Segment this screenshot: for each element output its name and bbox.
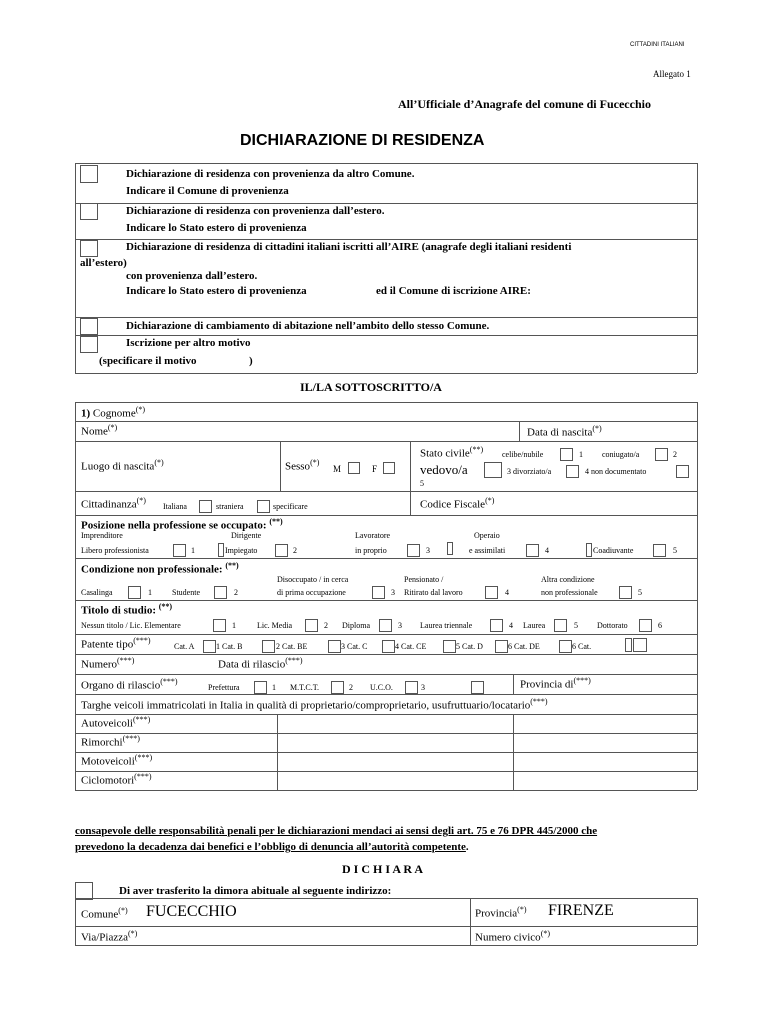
studente-num: 2 [234,588,238,597]
coniugato-label: coniugato/a [602,450,640,459]
ciclomotori-label: Ciclomotori(***) [81,772,152,787]
option-estero: Dichiarazione di residenza con provenienza dall’estero. [126,205,385,217]
option-estero-hint: Indicare lo Stato estero di provenienza [126,222,307,234]
cat-other-label: 6 Cat. [572,642,592,651]
non-documentato-num: 5 [420,479,424,488]
dottorato-checkbox[interactable] [639,619,652,632]
vedovo-label: vedovo/a [420,462,468,477]
autoveicoli-label: Autoveicoli(***) [81,715,151,730]
sesso-m: M [333,464,342,474]
straniera-checkbox[interactable] [257,500,270,513]
patente-label: Patente tipo(***) [81,636,151,651]
cat-a-label: Cat. A [174,642,195,651]
organo-rilascio-label: Organo di rilascio(***) [81,677,178,692]
assimilati-checkbox[interactable] [447,542,453,555]
non-documentato-checkbox[interactable] [676,465,689,478]
option-aire-hint: Indicare lo Stato estero di provenienza [126,285,307,297]
via-label: Via/Piazza(*) [81,929,138,944]
dottorato-num: 6 [658,621,662,630]
celibe-label: celibe/nubile [502,450,544,459]
cat-be-label: 2 Cat. BE [276,642,308,651]
assimilati-num: 4 [545,546,549,555]
pensionato-num: 4 [505,588,509,597]
option-altro-motivo-close: ) [249,355,253,367]
sesso-f-checkbox[interactable] [383,462,395,474]
cat-a-checkbox[interactable] [203,640,216,653]
celibe-num: 1 [579,450,583,459]
consapevole-line1: consapevole delle responsabilità penali per le dichiarazioni mendaci ai sensi degli art. 75 e 76 DPR 445/2000 che [75,825,598,837]
non-prof-title: Condizione non professionale: (**) [81,561,239,576]
provincia-rilascio-label: Provincia di(***) [520,676,591,691]
cognome-label: 1) Cognome(*) [81,405,146,420]
coadiuvante-num: 5 [673,546,677,555]
option-aire-hint2: ed il Comune di iscrizione AIRE: [376,285,531,297]
motoveicoli-label: Motoveicoli(***) [81,753,153,768]
in-proprio-label: in proprio [355,546,387,555]
casalinga-checkbox[interactable] [128,586,141,599]
cat-d-checkbox[interactable] [495,640,508,653]
option-estero-checkbox[interactable] [80,203,98,220]
rimorchi-label: Rimorchi(***) [81,734,140,749]
impiegato-checkbox-2[interactable] [275,544,288,557]
impiegato-checkbox[interactable] [218,543,224,557]
cat-de-checkbox[interactable] [559,640,572,653]
diploma-label: Diploma [342,621,370,630]
sottoscritto-heading: IL/LA SOTTOSCRITTO/A [300,380,442,394]
studente-label: Studente [172,588,200,597]
laurea-triennale-label: Laurea triennale [420,621,473,630]
laurea-label: Laurea [523,621,546,630]
stato-civile-label: Stato civile(**) [420,445,484,460]
uco-label: U.C.O. [370,683,393,692]
altra-checkbox[interactable] [619,586,632,599]
cat-de-label: 6 Cat. DE [508,642,540,651]
vedovo-checkbox[interactable] [484,462,502,478]
non-documentato-label: 4 non documentato [585,467,647,476]
cat-be-checkbox[interactable] [328,640,341,653]
assimilati-checkbox-2[interactable] [526,544,539,557]
in-proprio-num: 3 [426,546,430,555]
sesso-label: Sesso(*) [285,458,320,473]
lic-media-checkbox[interactable] [305,619,318,632]
allegato-label: Allegato 1 [653,69,691,79]
option-cambio-abitazione: Dichiarazione di cambiamento di abitazione nell’ambito dello stesso Comune. [126,320,490,332]
cat-b-checkbox[interactable] [262,640,275,653]
codice-fiscale-label: Codice Fiscale(*) [420,496,495,511]
option-cambio-abitazione-checkbox[interactable] [80,318,98,335]
data-rilascio-label: Data di rilascio(***) [218,656,303,671]
italiana-checkbox[interactable] [199,500,212,513]
trasferito-label: Di aver trasferito la dimora abituale al seguente indirizzo: [119,885,392,897]
divorziato-label: 3 divorziato/a [507,467,552,476]
laurea-triennale-checkbox[interactable] [490,619,503,632]
disoccupato-label: Disoccupato / in cerca [277,575,349,584]
data-nascita-label: Data di nascita(*) [527,424,602,439]
option-altro-comune-checkbox[interactable] [80,165,98,183]
in-proprio-checkbox[interactable] [407,544,420,557]
page-title: DICHIARAZIONE DI RESIDENZA [240,132,485,149]
prefettura-checkbox[interactable] [254,681,267,694]
provincia-value: FIRENZE [548,902,614,919]
provincia-label: Provincia(*) [475,905,527,920]
organo-other-checkbox[interactable] [471,681,484,694]
option-aire-cont: all’estero) [80,257,127,269]
diploma-num: 3 [398,621,402,630]
pensionato-label: Pensionato / [404,575,444,584]
option-altro-motivo-hint: (specificare il motivo [99,355,197,367]
libero-num: 1 [191,546,195,555]
studio-title: Titolo di studio: (**) [81,602,173,617]
impiegato-num: 2 [293,546,297,555]
recipient: All’Ufficiale d’Anagrafe del comune di Fucecchio [398,97,651,111]
lic-media-label: Lic. Media [257,621,293,630]
prefettura-num: 1 [272,683,276,692]
numero-label: Numero(***) [81,656,135,671]
cat-b-label: 1 Cat. B [216,642,243,651]
cittadinanza-label: Cittadinanza(*) [81,496,146,511]
option-aire-checkbox[interactable] [80,240,98,257]
mctc-label: M.T.C.T. [290,683,320,692]
altra-label: Altra condizione [541,575,595,584]
libero-label: Libero professionista [81,546,149,555]
uco-num: 3 [421,683,425,692]
lic-media-num: 2 [324,621,328,630]
laurea-checkbox[interactable] [554,619,567,632]
straniera-label: straniera [216,502,244,511]
option-altro-comune: Dichiarazione di residenza con provenienza da altro Comune. [126,168,415,180]
cat-d-label: 5 Cat. D [456,642,483,651]
casalinga-num: 1 [148,588,152,597]
mctc-num: 2 [349,683,353,692]
pensionato-checkbox[interactable] [485,586,498,599]
targhe-title: Targhe veicoli immatricolati in Italia in qualità di proprietario/comproprietario, usufruttuario/locatario(***) [81,697,548,712]
option-altro-motivo-checkbox[interactable] [80,336,98,353]
luogo-nascita-label: Luogo di nascita(*) [81,458,164,473]
dirigente-label: Dirigente [231,531,262,540]
option-altro-motivo: Iscrizione per altro motivo [126,337,251,349]
coniugato-checkbox[interactable] [655,448,668,461]
operaio-label: Operaio [474,531,500,540]
option-aire: Dichiarazione di residenza di cittadini italiani iscritti all’AIRE (anagrafe degli italiani residenti [126,241,572,253]
cat-other-checkbox-2[interactable] [633,638,647,652]
dottorato-label: Dottorato [597,621,628,630]
civico-label: Numero civico(*) [475,929,551,944]
laurea-num: 5 [574,621,578,630]
nome-label: Nome(*) [81,423,118,438]
divorziato-checkbox[interactable] [566,465,579,478]
mctc-checkbox[interactable] [331,681,344,694]
coniugato-num: 2 [673,450,677,459]
comune-value: FUCECCHIO [146,903,237,920]
casalinga-label: Casalinga [81,588,113,597]
studente-checkbox[interactable] [214,586,227,599]
imprenditore-label: Imprenditore [81,531,123,540]
impiegato-label: Impiegato [225,546,258,555]
nessun-titolo-label: Nessun titolo / Lic. Elementare [81,621,181,630]
disoccupato-label-2: di prima occupazione [277,588,346,597]
cat-c-label: 3 Cat. C [341,642,368,651]
laurea-triennale-num: 4 [509,621,513,630]
cat-ce-checkbox[interactable] [443,640,456,653]
pensionato-label-2: Ritirato dal lavoro [404,588,463,597]
top-right-label: CITTADINI ITALIANI [630,42,685,48]
lavoratore-label: Lavoratore [355,531,391,540]
nessun-titolo-checkbox[interactable] [213,619,226,632]
cat-c-checkbox[interactable] [382,640,395,653]
comune-label: Comune(*) [81,906,128,921]
diploma-checkbox[interactable] [379,619,392,632]
dichiara-heading: D I C H I A R A [342,862,424,876]
coadiuvante-checkbox-2[interactable] [653,544,666,557]
italiana-label: Italiana [163,502,187,511]
coadiuvante-checkbox[interactable] [586,543,592,557]
sesso-m-checkbox[interactable] [348,462,360,474]
prefettura-label: Prefettura [208,683,240,692]
celibe-checkbox[interactable] [560,448,573,461]
altra-label-2: non professionale [541,588,598,597]
disoccupato-checkbox[interactable] [372,586,385,599]
altra-num: 5 [638,588,642,597]
option-altro-comune-hint: Indicare il Comune di provenienza [126,185,289,197]
coadiuvante-label: Coadiuvante [593,546,634,555]
professione-title: Posizione nella professione se occupato: (**) [81,517,283,532]
consapevole-line2: prevedono la decadenza dai benefici e l’obbligo di denuncia all’autorità competente. [75,841,469,853]
sesso-f: F [372,464,378,474]
uco-checkbox[interactable] [405,681,418,694]
libero-checkbox[interactable] [173,544,186,557]
specificare-label: specificare [273,502,308,511]
cat-other-checkbox[interactable] [625,638,632,652]
option-aire-cont2: con provenienza dall’estero. [126,270,258,282]
disoccupato-num: 3 [391,588,395,597]
nessun-titolo-num: 1 [232,621,236,630]
cat-ce-label: 4 Cat. CE [395,642,427,651]
assimilati-label: e assimilati [469,546,506,555]
